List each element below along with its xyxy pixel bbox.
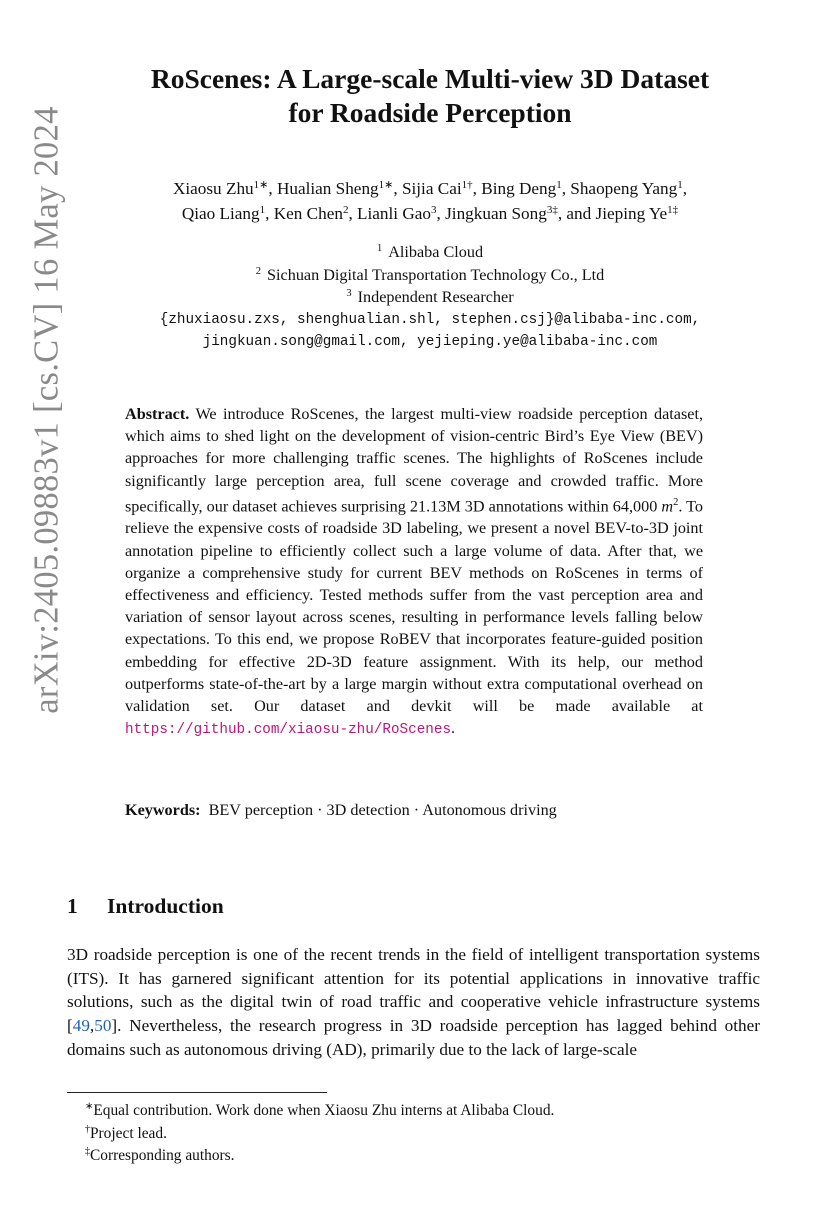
keywords-text: BEV perception · 3D detection · Autonomous driving bbox=[208, 801, 557, 819]
abstract-text: We introduce RoScenes, the largest multi-view roadside perception dataset, which aims to shed light on the development of vision-centric Bird’s Eye View (BEV) approaches for more challenging traffic scenes. The highlights of RoScenes include significantly large perception area, full scene coverage and crowded traffic. More specifically, our dataset achieves surprising 21.13M 3D annotations within 64,000 bbox=[125, 405, 703, 516]
author: Xiaosu Zhu$^{1∗}$, bbox=[172, 179, 277, 198]
author: Shaopeng Yang$^1$, bbox=[570, 179, 688, 198]
section-heading bbox=[67, 894, 224, 919]
footnotes bbox=[85, 1100, 765, 1168]
keywords bbox=[125, 799, 703, 821]
title-line-2: for Roadside Perception bbox=[288, 97, 572, 128]
affiliation: $^2$ Sichuan Digital Transportation Technology Co., Ltd bbox=[255, 265, 605, 284]
author: Hualian Sheng$^{1∗}$, bbox=[276, 179, 402, 198]
footnote: ∗Equal contribution. Work done when Xiaosu Zhu interns at Alibaba Cloud. bbox=[85, 1101, 555, 1119]
author: Jieping $Ye^{1\ddagger}$ bbox=[595, 204, 679, 223]
arxiv-stamp-text: arXiv:2405.09883v1 [cs.CV] 16 May 2024 bbox=[27, 106, 66, 714]
email-line: {zhuxiaosu.zxs, shenghualian.shl, stephen.csj}@alibaba-inc.com, bbox=[159, 311, 701, 328]
author: Sijia Cai$^{1\dagger}$, bbox=[401, 179, 482, 198]
section-number: 1 bbox=[67, 894, 78, 918]
area-unit-exponent: 2 bbox=[673, 496, 679, 508]
abstract-label: Abstract. bbox=[125, 405, 190, 423]
affiliation: $^3$ Independent Researcher bbox=[346, 288, 514, 306]
email-line: jingkuan.song@gmail.com, yejieping.ye@alibaba-inc.com bbox=[202, 334, 658, 350]
arxiv-identifier-stamp bbox=[22, 50, 72, 770]
abstract-text-continued: . To relieve the expensive costs of roadside 3D labeling, we present a novel BEV-to-3D joint annotation pipeline to efficiently collect such a large volume of data. After that, we organize a comprehensive study for current BEV methods on RoScenes in terms of effectiveness and efficiency. Tested methods suffer from the vast perception area and variation of sensor layout across scenes, resulting in performance levels falling below expectations. To this end, we propose RoBEV that incorporates feature-guided position embedding for effective 2D-3D feature assignment. With its help, our method outperforms state-of-the-art by a large margin without extra computational overhead on validation set. Our dataset and devkit will be made available at bbox=[125, 497, 703, 716]
footnote: †Project lead. bbox=[85, 1123, 167, 1142]
keywords-label: Keywords: bbox=[125, 801, 201, 819]
title-line-1: RoScenes: A Large-scale Multi-view 3D Dataset bbox=[150, 63, 710, 94]
author: Qiao Liang$^1$, bbox=[181, 204, 274, 223]
affiliations bbox=[60, 241, 800, 354]
area-unit: m bbox=[661, 497, 674, 516]
citation-link[interactable]: 49 bbox=[72, 1016, 90, 1036]
citation-link[interactable]: 50 bbox=[94, 1016, 112, 1036]
paper-title bbox=[60, 62, 800, 130]
abstract: Abstract. We introduce RoScenes, the largest multi-view roadside perception dataset, which aims to shed light on the development of vision-centric Bird’s Eye View (BEV) approaches for more challenging traffic scenes. The highlights of RoScenes include significantly large perception area, full scene coverage and crowded traffic. More specifically, our dataset achieves surprising 21.13M 3D annotations within 64,000 $m^2$. To relieve the expensive costs of roadside 3D labeling, we present a novel BEV-to-3D joint annotation pipeline to efficiently collect such a large volume of data. After that, we organize a comprehensive study for current BEV methods on RoScenes in terms of effectiveness and efficiency. Tested methods suffer from the vast perception area and variation of sensor layout across scenes, resulting in performance levels falling below expectations. To this end, we propose RoBEV that incorporates feature-guided position embedding for effective 2D-3D feature assignment. With its help, our method outperforms state-of-the-art by a large margin without extra computational overhead on validation set. Our dataset and devkit will be made available at https://github.com/xiaosu-zhu/RoScenes. bbox=[125, 405, 703, 739]
author-list bbox=[60, 176, 800, 226]
intro-paragraph: 3D roadside perception is one of the recent trends in the field of intelligent transportation systems (ITS). It has garnered significant attention for its potential applications in innovative traffic solutions, such as the digital twin of road traffic and cooperative vehicle infrastructure systems [49,50]. Nevertheless, the research progress in 3D roadside perception has lagged behind other domains such as autonomous driving (AD), primarily due to the lack of large-scale bbox=[67, 945, 760, 1059]
author: Ken Chen$^2$, bbox=[273, 204, 358, 223]
author: Lianli Gao$^3$, bbox=[357, 204, 446, 223]
footnote: ‡Corresponding authors. bbox=[85, 1146, 235, 1164]
author: Jingkuan Song$^{3\ddagger}$, and bbox=[445, 204, 596, 223]
affiliation: $^1$ Alibaba Cloud bbox=[376, 243, 484, 261]
footnote-divider bbox=[67, 1092, 327, 1093]
author: Bing Deng$^1$, bbox=[481, 179, 571, 198]
section-title: Introduction bbox=[107, 894, 224, 918]
github-link[interactable]: https://github.com/xiaosu-zhu/RoScenes bbox=[125, 722, 452, 739]
